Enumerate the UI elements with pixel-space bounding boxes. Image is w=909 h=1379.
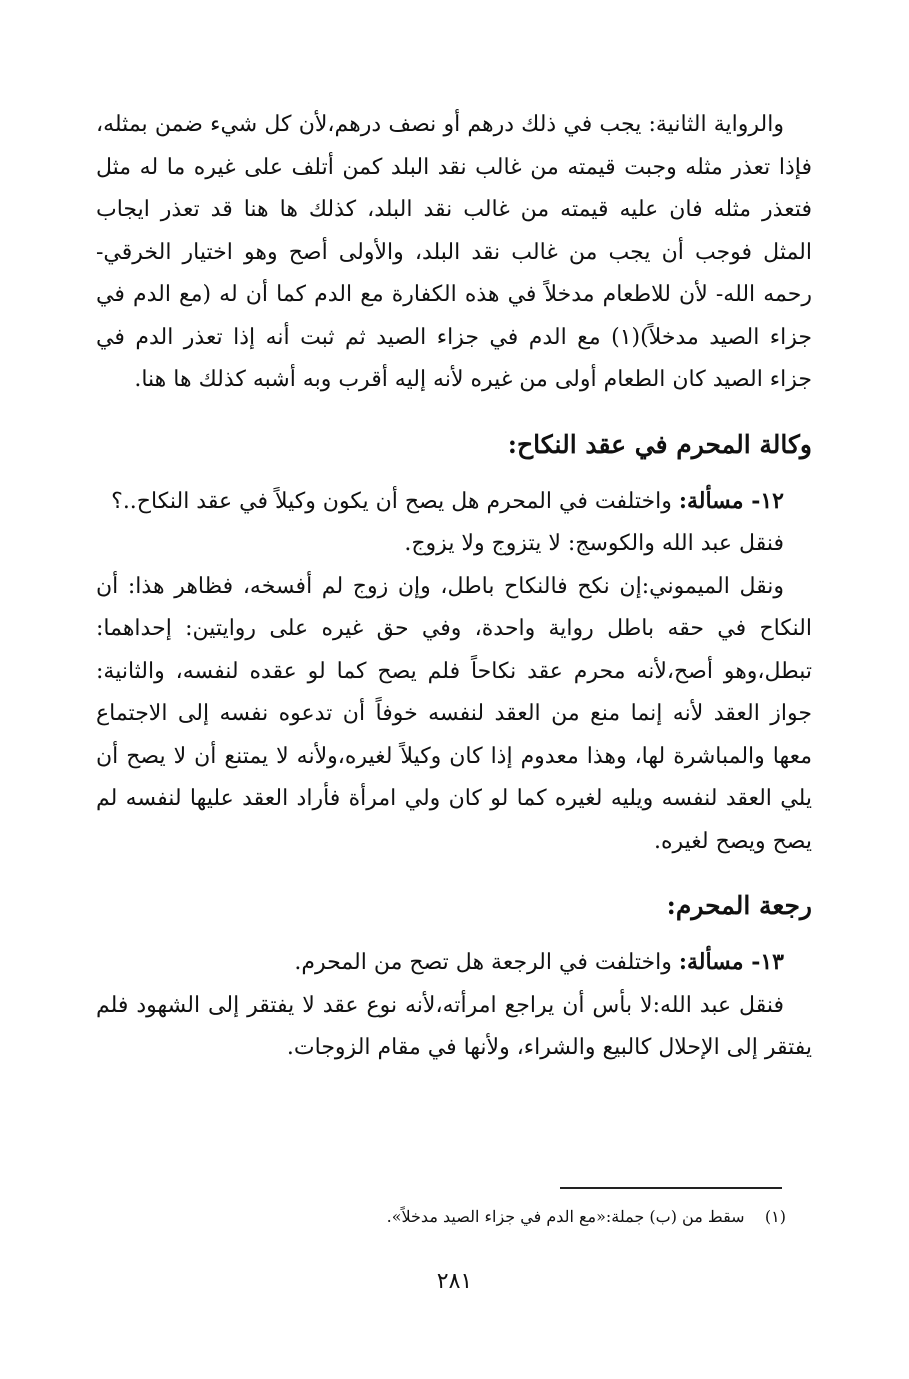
footnote-divider <box>560 1187 782 1189</box>
paragraph-abdullah-return: فنقل عبد الله:لا بأس أن يراجع امرأته،لأنه نوع عقد لا يفتقر إلى الشهود فلم يفتقر إلى الإحلال كالبيع والشراء، ولأنها في مقام الزوجات. <box>96 992 812 1060</box>
footnote-marker: (١) <box>764 1207 786 1226</box>
paragraph-maymuni: ونقل الميموني:إن نكح فالنكاح باطل، وإن زوج لم أفسخه، فظاهر هذا: أن النكاح في حقه باطل رواية واحدة، وفي حق غيره على روايتين: إحداهما: تبطل،وهو أصح،لأنه محرم عقد نكاحاً فلم يصح كما لو عقده لنفسه، والثانية: جواز العقد لأنه إنما منع من العقد لنفسه خوفاً أن تدعوه نفسه إلى الاجتماع معها والمباشرة لها، وهذا معدوم إذا كان وكيلاً لغيره،ولأنه لا يمتنع أن لا يصح أن يلي العقد لنفسه ويليه لغيره كما لو كان ولي امرأة فأراد العقد عليها لنفسه لم يصح ويصح لغيره. <box>96 573 812 854</box>
footnote-text: سقط من (ب) جملة:«مع الدم في جزاء الصيد مدخلاً». <box>386 1207 745 1226</box>
issue-13 <box>96 941 812 985</box>
issue-12-text: واختلفت في المحرم هل يصح أن يكون وكيلاً في عقد النكاح..؟ <box>111 488 679 514</box>
paragraph-abdullah-kawsaj: فنقل عبد الله والكوسج: لا يتزوج ولا يزوج. <box>404 531 784 556</box>
page-number: ٢٨١ <box>436 1269 473 1294</box>
footnote <box>96 1204 786 1230</box>
issue-13-text: واختلفت في الرجعة هل تصح من المحرم. <box>294 950 679 975</box>
section-heading-proxy-marriage: وكالة المحرم في عقد النكاح: <box>507 429 812 459</box>
section-heading-muhrim-return: رجعة المحرم: <box>666 891 812 920</box>
issue-13-number: ١٣- مسألة: <box>678 949 784 975</box>
issue-12 <box>96 480 812 524</box>
issue-12-number: ١٢- مسألة: <box>678 487 784 514</box>
page-body <box>96 104 812 1070</box>
paragraph-second-narration: والرواية الثانية: يجب في ذلك درهم أو نصف درهم،لأن كل شيء ضمن بمثله، فإذا تعذر مثله وجبت قيمته من غالب نقد البلد كمن أتلف على غيره ما له مثل فتعذر مثله فان عليه قيمته من غالب نقد البلد، كذلك ها هنا قد تعذر ايجاب المثل فوجب أن يجب من غالب نقد البلد، والأولى أصح وهو اختيار الخرقي- رحمه الله- لأن للاطعام مدخلاً في هذه الكفارة مع الدم كما أن له (مع الدم في جزاء الصيد مدخلاً)(١) مع الدم في جزاء الصيد ثم ثبت أنه إذا تعذر الدم في جزاء الصيد كان الطعام أولى من غيره لأنه إليه أقرب وبه أشبه كذلك ها هنا. <box>96 112 812 392</box>
